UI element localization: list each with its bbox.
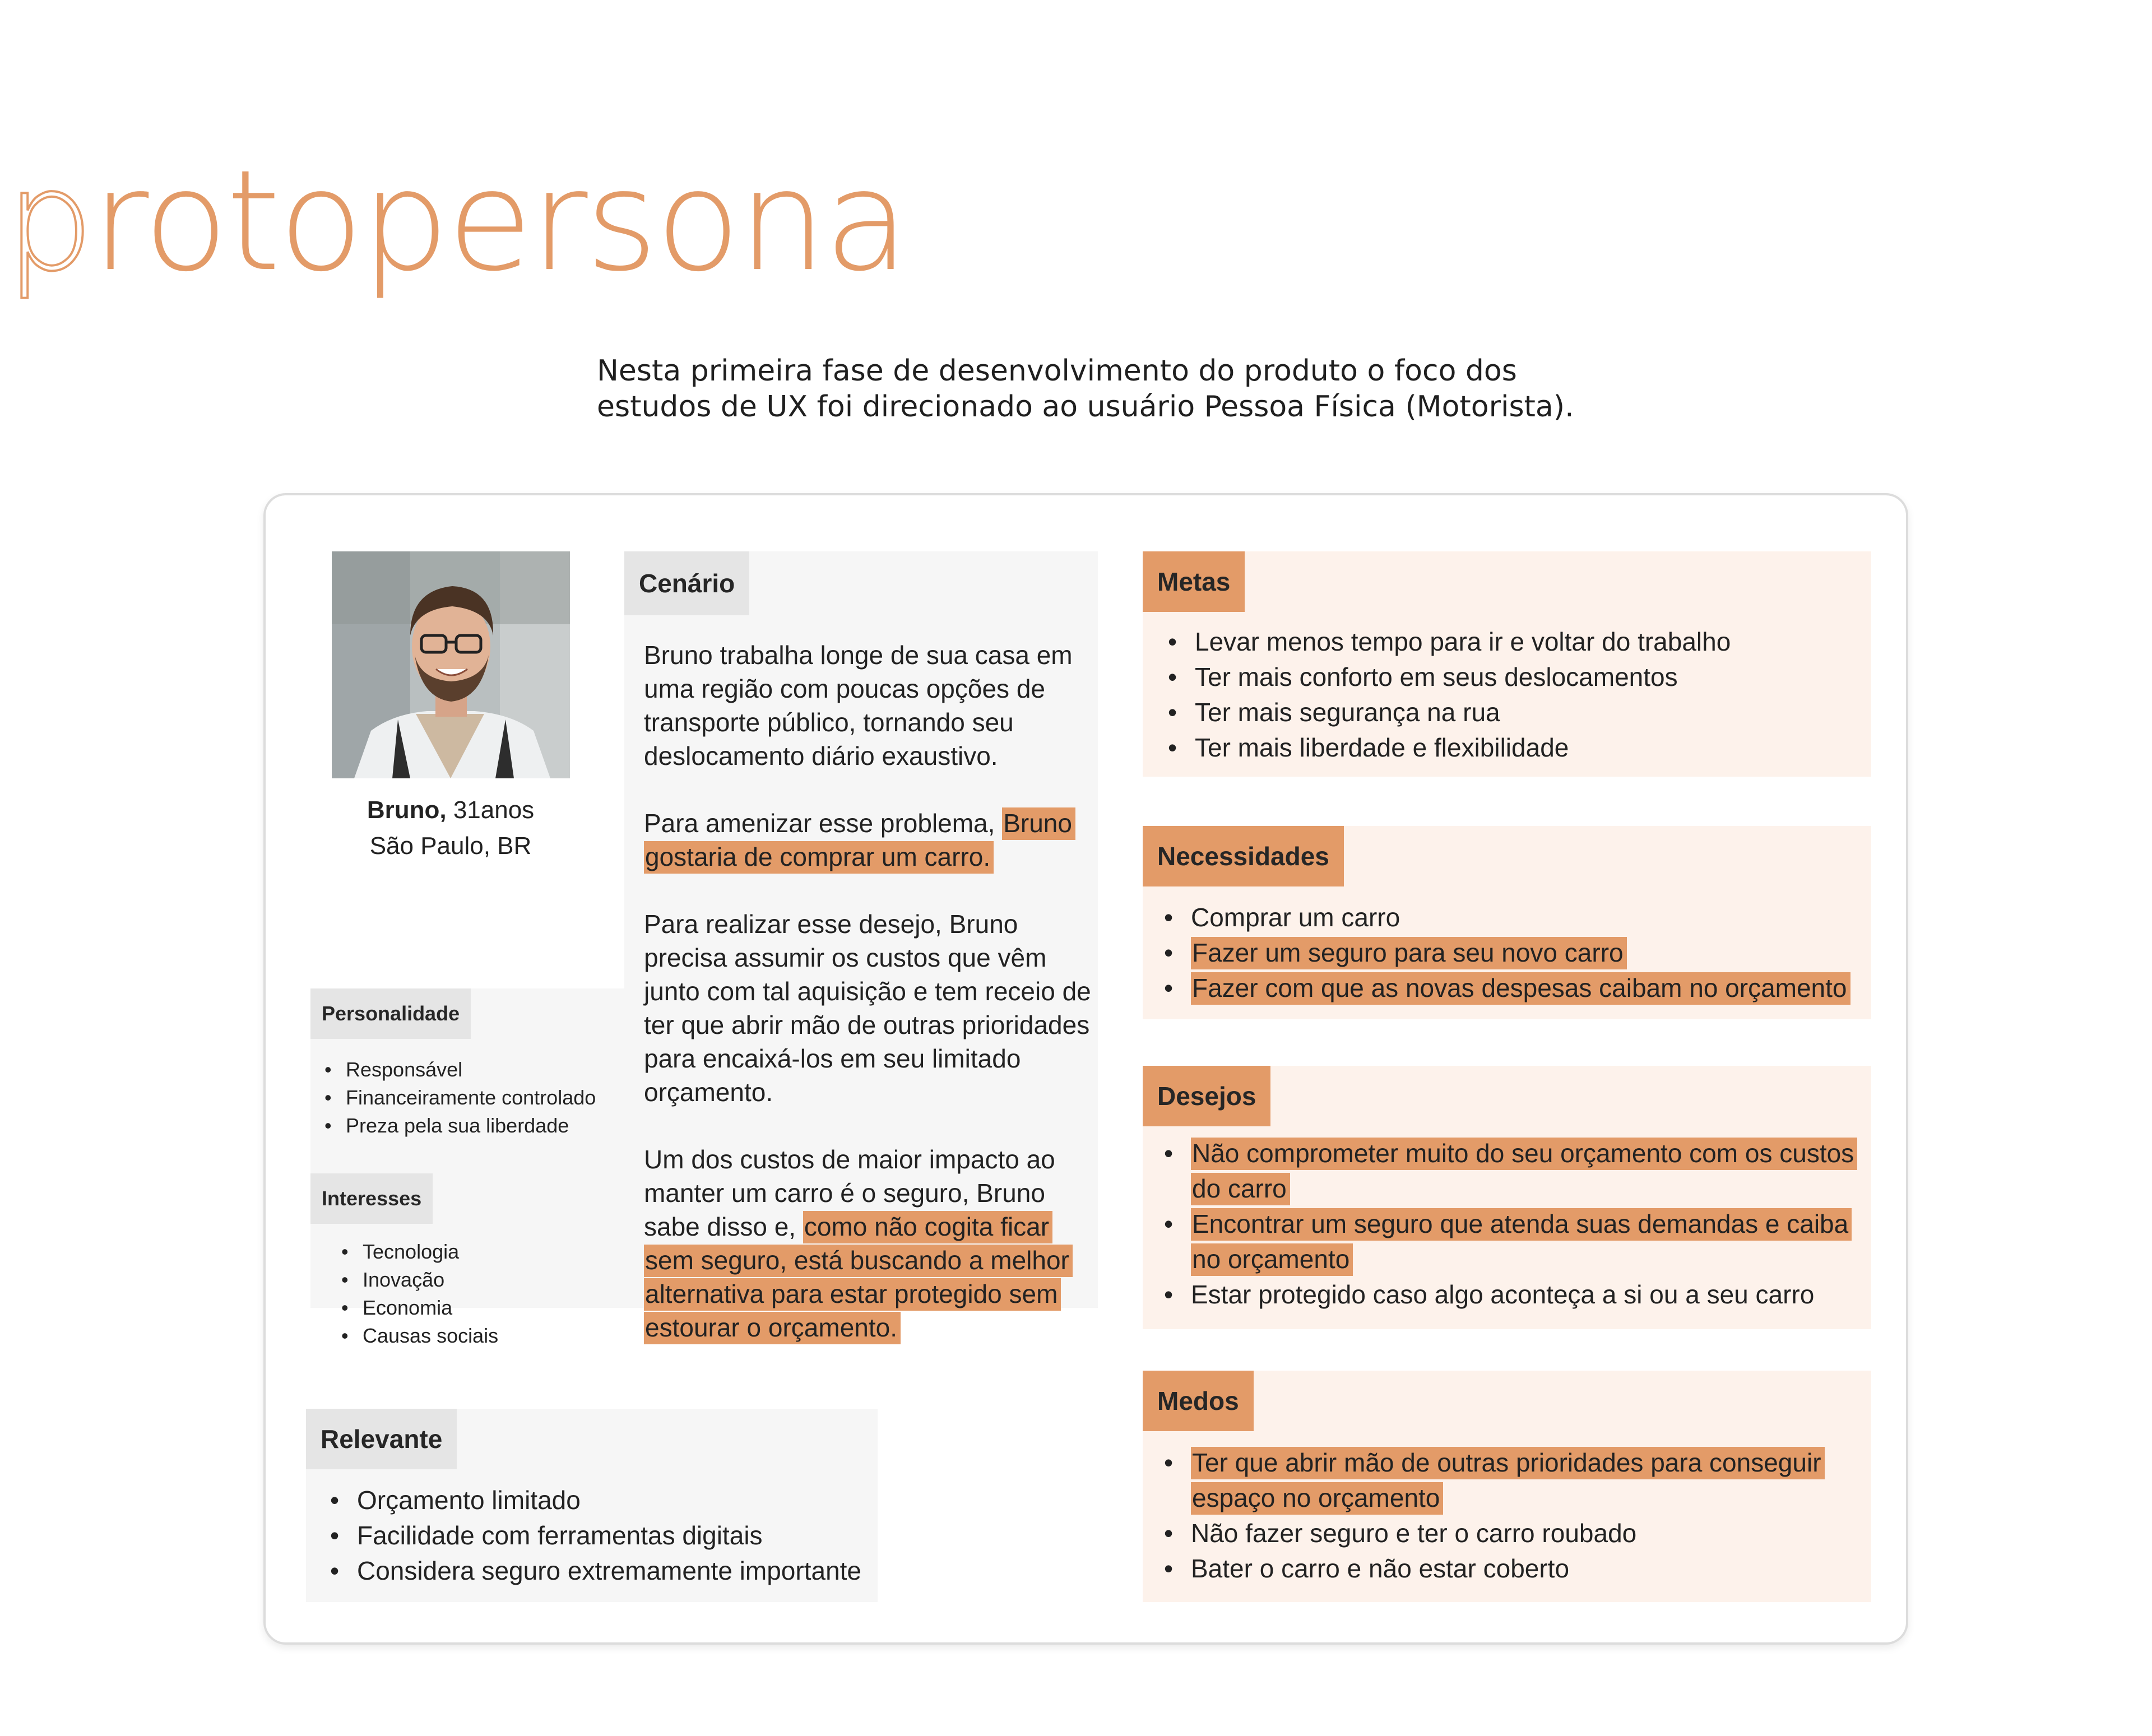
- fears-label: Medos: [1143, 1371, 1254, 1431]
- list-item: [1164, 971, 1850, 1006]
- persona-card: [263, 493, 1908, 1645]
- persona-age: 31anos: [446, 796, 535, 824]
- persona-name: Bruno,: [367, 796, 447, 824]
- interests-list: [341, 1238, 498, 1350]
- list-item: • Comprar um carro: [1164, 900, 1850, 935]
- scenario-text: [644, 638, 1092, 1378]
- fears-highlight-1a: Ter que abrir mão de outras prioridades para conseguir: [1191, 1447, 1825, 1479]
- personality-label: Personalidade: [310, 988, 471, 1039]
- list-item: • Estar protegido caso algo aconteça a si ou a seu carro: [1164, 1277, 1857, 1312]
- list-item: • Inovação: [341, 1266, 498, 1294]
- needs-label: Necessidades: [1143, 826, 1344, 886]
- scenario-paragraph-2: [644, 806, 1092, 874]
- relevant-label: Relevante: [306, 1409, 457, 1469]
- persona-info: [305, 792, 596, 864]
- wishes-label: Desejos: [1143, 1066, 1270, 1126]
- page-title: [6, 126, 907, 317]
- list-item: • Tecnologia: [341, 1238, 498, 1266]
- relevant-list: [330, 1483, 861, 1589]
- list-item: • Economia: [341, 1294, 498, 1322]
- list-item: [1164, 935, 1850, 971]
- personality-list: [324, 1056, 596, 1140]
- scenario-paragraph-4: [644, 1143, 1092, 1344]
- intro-line-2: estudos de UX foi direcionado ao usuário Pessoa Física (Motorista).: [597, 390, 1574, 424]
- list-item: [1164, 1136, 1857, 1206]
- intro-text: [597, 353, 1662, 425]
- persona-location: São Paulo, BR: [369, 832, 532, 860]
- interests-label: Interesses: [310, 1173, 433, 1224]
- scenario-label: Cenário: [624, 551, 749, 615]
- list-item: • Bater o carro e não estar coberto: [1164, 1551, 1825, 1586]
- scenario-paragraph-2-text: Para amenizar esse problema,: [644, 809, 1003, 838]
- title-first-letter: p: [6, 141, 92, 302]
- goals-list: [1168, 624, 1731, 765]
- wishes-highlight-2b: no orçamento: [1191, 1243, 1353, 1276]
- intro-line-1: Nesta primeira fase de desenvolvimento do produto o foco dos: [597, 354, 1517, 388]
- list-item: • Não fazer seguro e ter o carro roubado: [1164, 1516, 1825, 1551]
- fears-highlight-1b: espaço no orçamento: [1191, 1482, 1443, 1515]
- scenario-highlight-2: como não cogita ficar sem seguro, está buscando a melhor alternativa para estar protegido sem estourar o orçamento.: [644, 1211, 1073, 1344]
- list-item: • Preza pela sua liberdade: [324, 1112, 596, 1140]
- list-item: • Ter mais conforto em seus deslocamentos: [1168, 660, 1731, 695]
- list-item: • Levar menos tempo para ir e voltar do trabalho: [1168, 624, 1731, 660]
- wishes-highlight-2a: Encontrar um seguro que atenda suas demandas e caiba: [1191, 1208, 1852, 1241]
- list-item: • Facilidade com ferramentas digitais: [330, 1518, 861, 1553]
- list-item: • Orçamento limitado: [330, 1483, 861, 1518]
- list-item: [1164, 1445, 1825, 1516]
- scenario-paragraph-3: Para realizar esse desejo, Bruno precisa assumir os custos que vêm junto com tal aquisição e tem receio de ter que abrir mão de outras prioridades para encaixá-los em seu limitado orçamento.: [644, 909, 1091, 1107]
- list-item: • Ter mais liberdade e flexibilidade: [1168, 730, 1731, 765]
- wishes-highlight-1a: Não comprometer muito do seu orçamento com os custos: [1191, 1138, 1857, 1170]
- persona-photo: [332, 551, 570, 778]
- wishes-highlight-1b: do carro: [1191, 1173, 1290, 1205]
- wishes-list: [1164, 1136, 1857, 1312]
- needs-list: [1164, 900, 1850, 1006]
- scenario-highlight-1: Bruno gostaria de comprar um carro.: [644, 807, 1075, 874]
- list-item: • Financeiramente controlado: [324, 1084, 596, 1112]
- needs-highlight-1: Fazer um seguro para seu novo carro: [1191, 937, 1627, 969]
- list-item: • Considera seguro extremamente importante: [330, 1553, 861, 1589]
- goals-label: Metas: [1143, 551, 1245, 612]
- list-item: • Ter mais segurança na rua: [1168, 695, 1731, 730]
- scenario-paragraph-1: Bruno trabalha longe de sua casa em uma região com poucas opções de transporte público, tornando seu deslocamento diário exaustivo.: [644, 640, 1073, 770]
- persona-photo-icon: [332, 551, 570, 778]
- fears-list: [1164, 1445, 1825, 1586]
- scenario-paragraph-4-text: Um dos custos de maior impacto ao manter um carro é o seguro, Bruno sabe disso e,: [644, 1145, 1055, 1241]
- needs-highlight-2: Fazer com que as novas despesas caibam no orçamento: [1191, 972, 1850, 1005]
- title-rest: rotopersona: [91, 141, 907, 302]
- list-item: [1164, 1206, 1857, 1277]
- list-item: • Responsável: [324, 1056, 596, 1084]
- list-item: • Causas sociais: [341, 1322, 498, 1350]
